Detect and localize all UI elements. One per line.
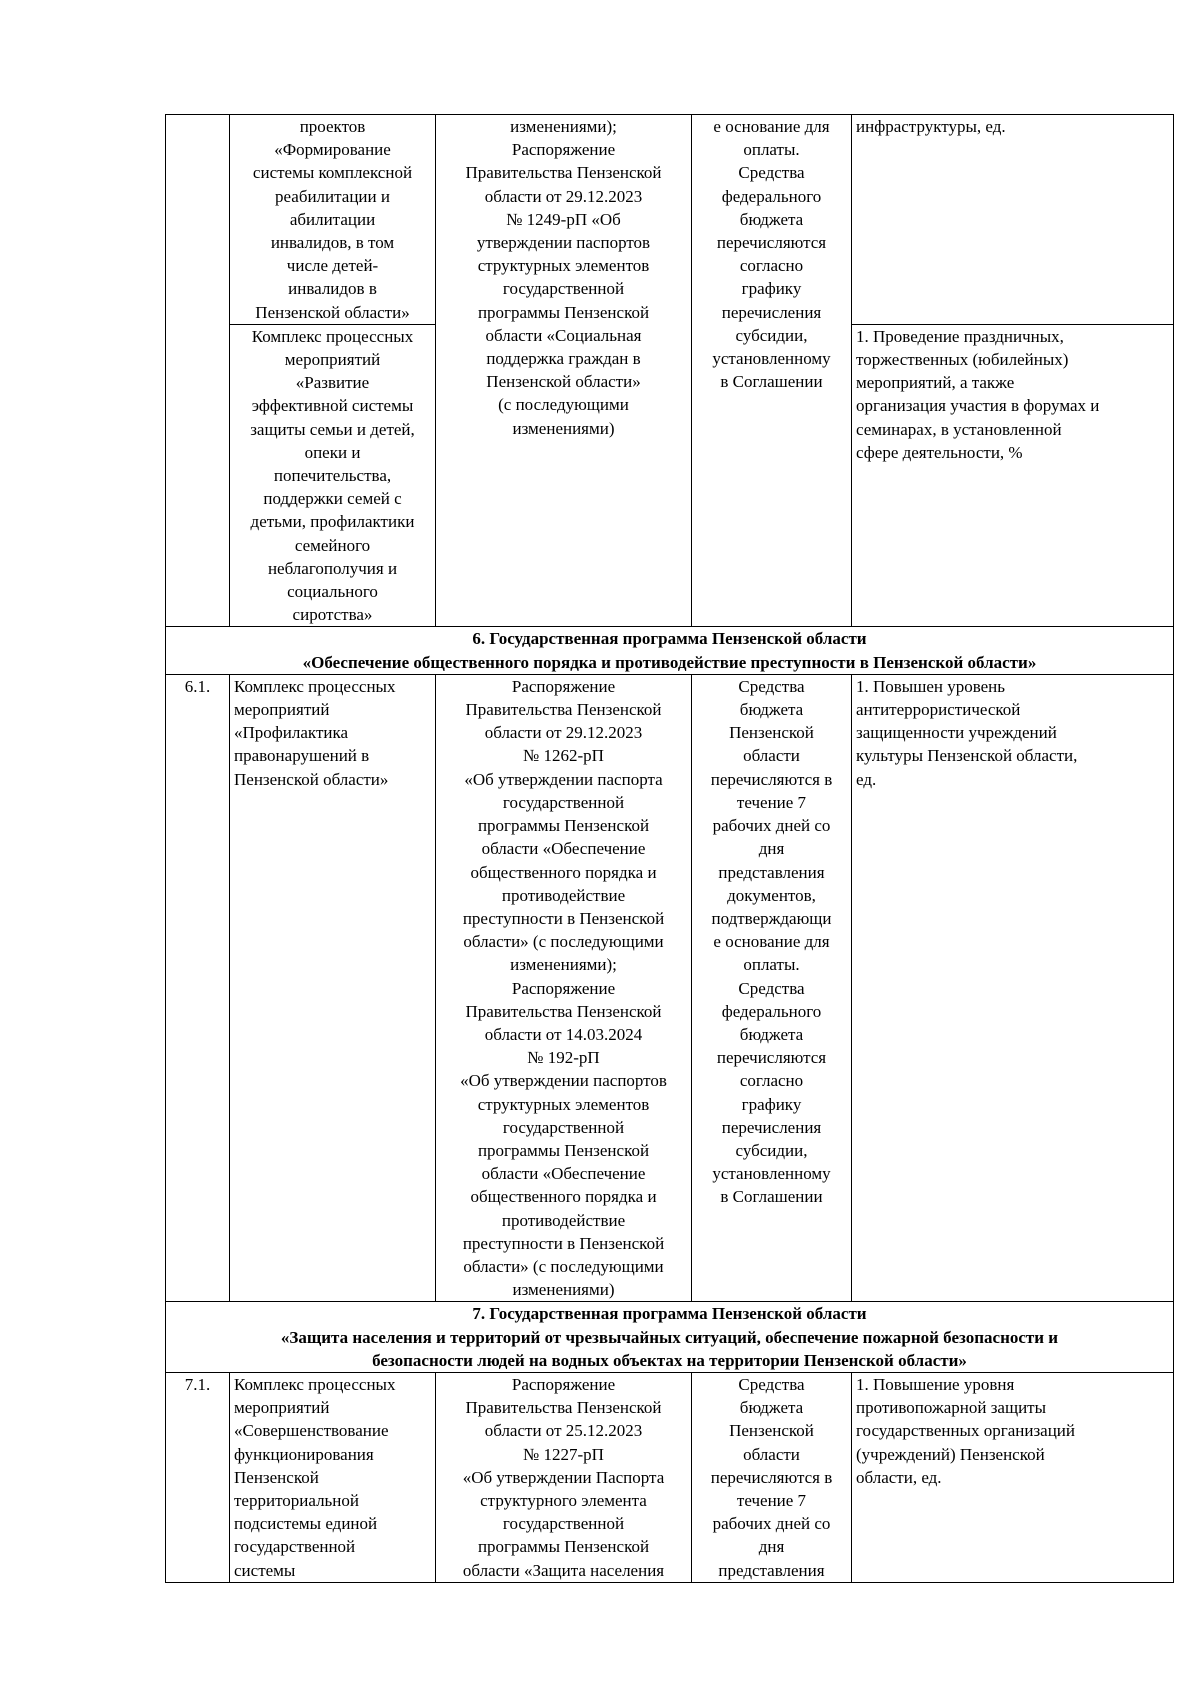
text-line: 1. Проведение праздничных,	[856, 326, 1064, 346]
text-line: графику	[741, 279, 802, 299]
text-line: сиротства»	[292, 605, 373, 625]
text-line: преступности в Пензенской	[462, 908, 665, 928]
text-line: Пензенской	[234, 1467, 319, 1487]
text-line: противопожарной защиты	[856, 1398, 1047, 1418]
text-line: документов,	[727, 885, 816, 905]
text-line: эффективной системы	[251, 396, 414, 416]
text-line: Средства	[738, 978, 805, 998]
text-line: реабилитации и	[275, 186, 390, 206]
text-line: социального	[287, 582, 378, 602]
text-line: программы Пензенской	[477, 302, 650, 322]
text-line: государственных организаций	[856, 1421, 1075, 1441]
activity-name-cell	[230, 1372, 436, 1582]
text-line: 6. Государственная программа Пензенской области	[472, 629, 867, 649]
text-line: Пензенской области»	[486, 372, 641, 392]
text-line: субсидии,	[735, 325, 808, 345]
text-line: организация участия в форумах и	[856, 396, 1100, 416]
section-heading-7	[166, 1302, 1174, 1373]
text-line: Средства	[738, 676, 805, 696]
text-line: области от 25.12.2023	[484, 1421, 643, 1441]
row-number-cell: 7.1.	[166, 1372, 230, 1582]
text-line: № 1227-рП	[523, 1444, 604, 1464]
text-line: общественного порядка и	[470, 1187, 657, 1207]
text-line: сфере деятельности, %	[856, 442, 1023, 462]
text-line: федерального	[721, 1001, 822, 1021]
text-line: защиты семьи и детей,	[250, 419, 415, 439]
text-line: «Об утверждении паспорта	[464, 769, 663, 789]
text-line: № 192-рП	[527, 1048, 600, 1068]
text-line: программы Пензенской	[477, 1537, 650, 1557]
text-line: дня	[758, 1537, 785, 1557]
text-line: Комплекс процессных	[234, 1374, 396, 1394]
text-line: защищенности учреждений	[856, 723, 1057, 743]
table-row	[166, 115, 1174, 325]
text-line: Пензенской области»	[234, 769, 389, 789]
text-line: Правительства Пензенской	[465, 1398, 662, 1418]
text-line: подтверждающи	[711, 908, 832, 928]
text-line: области» (с последующими	[463, 932, 664, 952]
text-line: абилитации	[289, 209, 376, 229]
payment-terms-cell	[692, 674, 852, 1301]
text-line: изменениями);	[510, 117, 617, 136]
text-line: области «Защита населения	[462, 1560, 665, 1580]
indicator-cell	[852, 674, 1174, 1301]
activity-name-cell	[230, 674, 436, 1301]
text-line: перечисляются в	[710, 1467, 833, 1487]
indicator-cell	[852, 324, 1174, 627]
text-line: перечисления	[721, 302, 822, 322]
text-line: культуры Пензенской области,	[856, 746, 1078, 766]
text-line: неблагополучия и	[267, 558, 398, 578]
text-line: области	[743, 746, 800, 766]
text-line: представления	[718, 862, 825, 882]
text-line: преступности в Пензенской	[462, 1233, 665, 1253]
text-line: поддержка граждан в	[486, 349, 641, 369]
activity-name-cell	[230, 324, 436, 627]
text-line: «Об утверждении Паспорта	[462, 1467, 665, 1487]
text-line: согласно	[739, 1071, 804, 1091]
text-line: (учреждений) Пензенской	[856, 1444, 1045, 1464]
legal-act-cell	[436, 1372, 692, 1582]
section-heading-6	[166, 627, 1174, 674]
text-line: функционирования	[234, 1444, 374, 1464]
text-line: общественного порядка и	[470, 862, 657, 882]
text-line: бюджета	[739, 209, 804, 229]
text-line: рабочих дней со	[712, 816, 831, 836]
text-line: мероприятий	[234, 1398, 330, 1418]
text-line: области, ед.	[856, 1467, 942, 1487]
text-line: мероприятий	[284, 350, 381, 370]
text-line: инфраструктуры, ед.	[856, 117, 1006, 136]
text-line: утверждении паспортов	[476, 233, 651, 253]
text-line: изменениями)	[512, 418, 615, 438]
text-line: структурных элементов	[477, 1094, 650, 1114]
text-line: поддержки семей с	[263, 489, 402, 509]
text-line: области «Социальная	[485, 325, 642, 345]
text-line: области от 29.12.2023	[484, 723, 643, 743]
text-line: перечисляются в	[710, 769, 833, 789]
text-line: течение 7	[736, 1490, 807, 1510]
text-line: дня	[758, 839, 785, 859]
text-line: мероприятий	[234, 700, 330, 720]
row-number-cell: 6.1.	[166, 674, 230, 1301]
table-row	[166, 1302, 1174, 1373]
legal-act-cell	[436, 674, 692, 1301]
text-line: «Развитие	[295, 373, 370, 393]
text-line: семинарах, в установленной	[856, 419, 1062, 439]
text-line: противодействие	[501, 1210, 626, 1230]
text-line: Правительства Пензенской	[465, 163, 662, 183]
text-line: инвалидов, в том	[270, 233, 395, 253]
text-line: Правительства Пензенской	[465, 700, 662, 720]
text-line: Средства	[738, 163, 805, 183]
text-line: Распоряжение	[511, 978, 616, 998]
text-line: оплаты.	[743, 955, 800, 975]
legal-act-cell	[436, 115, 692, 627]
text-line: перечисления	[721, 1117, 822, 1137]
text-line: структурных элементов	[477, 256, 650, 276]
text-line: государственной	[502, 279, 625, 299]
text-line: согласно	[739, 256, 804, 276]
table-row	[166, 627, 1174, 674]
text-line: «Об утверждении паспортов	[460, 1071, 667, 1091]
text-line: Средства	[738, 1374, 805, 1394]
text-line: «Обеспечение общественного порядка и противодействие преступности в Пензенской области»	[302, 652, 1037, 672]
text-line: ед.	[856, 769, 877, 789]
text-line: государственной	[502, 792, 625, 812]
text-line: течение 7	[736, 792, 807, 812]
text-line: программы Пензенской	[477, 1140, 650, 1160]
text-line: федерального	[721, 186, 822, 206]
text-line: Комплекс процессных	[234, 676, 396, 696]
text-line: государственной	[502, 1514, 625, 1534]
text-line: перечисляются	[716, 233, 827, 253]
text-line: перечисляются	[716, 1048, 827, 1068]
text-line: Распоряжение	[511, 676, 616, 696]
text-line: области» (с последующими	[463, 1256, 664, 1276]
text-line: бюджета	[739, 1024, 804, 1044]
table-row	[166, 1372, 1174, 1582]
text-line: субсидии,	[735, 1140, 808, 1160]
text-line: безопасности людей на водных объектах на территории Пензенской области»	[372, 1350, 967, 1370]
text-line: бюджета	[739, 1398, 804, 1418]
text-line: установленному	[712, 1164, 831, 1184]
text-line: области «Обеспечение	[481, 1164, 646, 1184]
text-line: № 1262-рП	[523, 746, 604, 766]
text-line: проектов	[299, 117, 366, 136]
text-line: противодействие	[501, 885, 626, 905]
text-line: семейного	[294, 535, 371, 555]
text-line: 7. Государственная программа Пензенской области	[472, 1304, 867, 1324]
text-line: мероприятий, а также	[856, 373, 1015, 393]
text-line: представления	[718, 1560, 825, 1580]
text-line: Распоряжение	[511, 140, 616, 160]
programs-table	[165, 114, 1174, 1583]
text-line: Комплекс процессных	[251, 326, 414, 346]
text-line: 1. Повышение уровня	[856, 1374, 1015, 1394]
text-line: (с последующими	[498, 395, 629, 415]
payment-terms-cell	[692, 1372, 852, 1582]
text-line: области «Обеспечение	[481, 839, 646, 859]
text-line: «Профилактика	[234, 723, 349, 743]
text-line: системы	[234, 1560, 296, 1580]
activity-name-cell	[230, 115, 436, 325]
text-line: Пензенской	[729, 723, 814, 743]
text-line: опеки и	[304, 442, 361, 462]
text-line: в Соглашении	[720, 1187, 823, 1207]
indicator-cell	[852, 1372, 1174, 1582]
text-line: 1. Повышен уровень	[856, 676, 1006, 696]
text-line: рабочих дней со	[712, 1514, 831, 1534]
text-line: торжественных (юбилейных)	[856, 350, 1069, 370]
text-line: числе детей-	[286, 256, 379, 276]
text-line: детьми, профилактики	[250, 512, 415, 532]
text-line: бюджета	[739, 700, 804, 720]
text-line: попечительства,	[273, 466, 392, 486]
text-line: оплаты.	[743, 140, 800, 160]
payment-terms-cell	[692, 115, 852, 627]
text-line: е основание для	[713, 932, 830, 952]
text-line: установленному	[712, 349, 831, 369]
text-line: правонарушений в	[234, 746, 370, 766]
text-line: системы комплексной	[252, 163, 413, 183]
text-line: государственной	[234, 1537, 356, 1557]
text-line: «Защита населения и территорий от чрезвычайных ситуаций, обеспечение пожарной безопасности и	[280, 1327, 1059, 1347]
text-line: Правительства Пензенской	[465, 1001, 662, 1021]
text-line: области от 14.03.2024	[484, 1024, 643, 1044]
text-line: Пензенской	[729, 1421, 814, 1441]
text-line: изменениями);	[510, 955, 617, 975]
text-line: графику	[741, 1094, 802, 1114]
text-line: в Соглашении	[720, 372, 823, 392]
text-line: программы Пензенской	[477, 816, 650, 836]
text-line: № 1249-рП «Об	[506, 209, 621, 229]
text-line: области от 29.12.2023	[484, 186, 643, 206]
text-line: подсистемы единой	[234, 1514, 378, 1534]
text-line: антитеррористической	[856, 700, 1021, 720]
text-line: «Формирование	[274, 140, 391, 160]
text-line: структурного элемента	[480, 1490, 647, 1510]
table-row	[166, 674, 1174, 1301]
text-line: «Совершенствование	[234, 1421, 389, 1441]
text-line: инвалидов в	[288, 279, 377, 299]
text-line: Пензенской области»	[255, 302, 410, 322]
text-line: е основание для	[713, 117, 830, 136]
indicator-cell	[852, 115, 1174, 325]
text-line: территориальной	[234, 1490, 360, 1510]
text-line: области	[743, 1444, 800, 1464]
text-line: Распоряжение	[511, 1374, 616, 1394]
row-number-cell	[166, 115, 230, 627]
text-line: государственной	[502, 1117, 625, 1137]
text-line: изменениями)	[512, 1280, 615, 1300]
